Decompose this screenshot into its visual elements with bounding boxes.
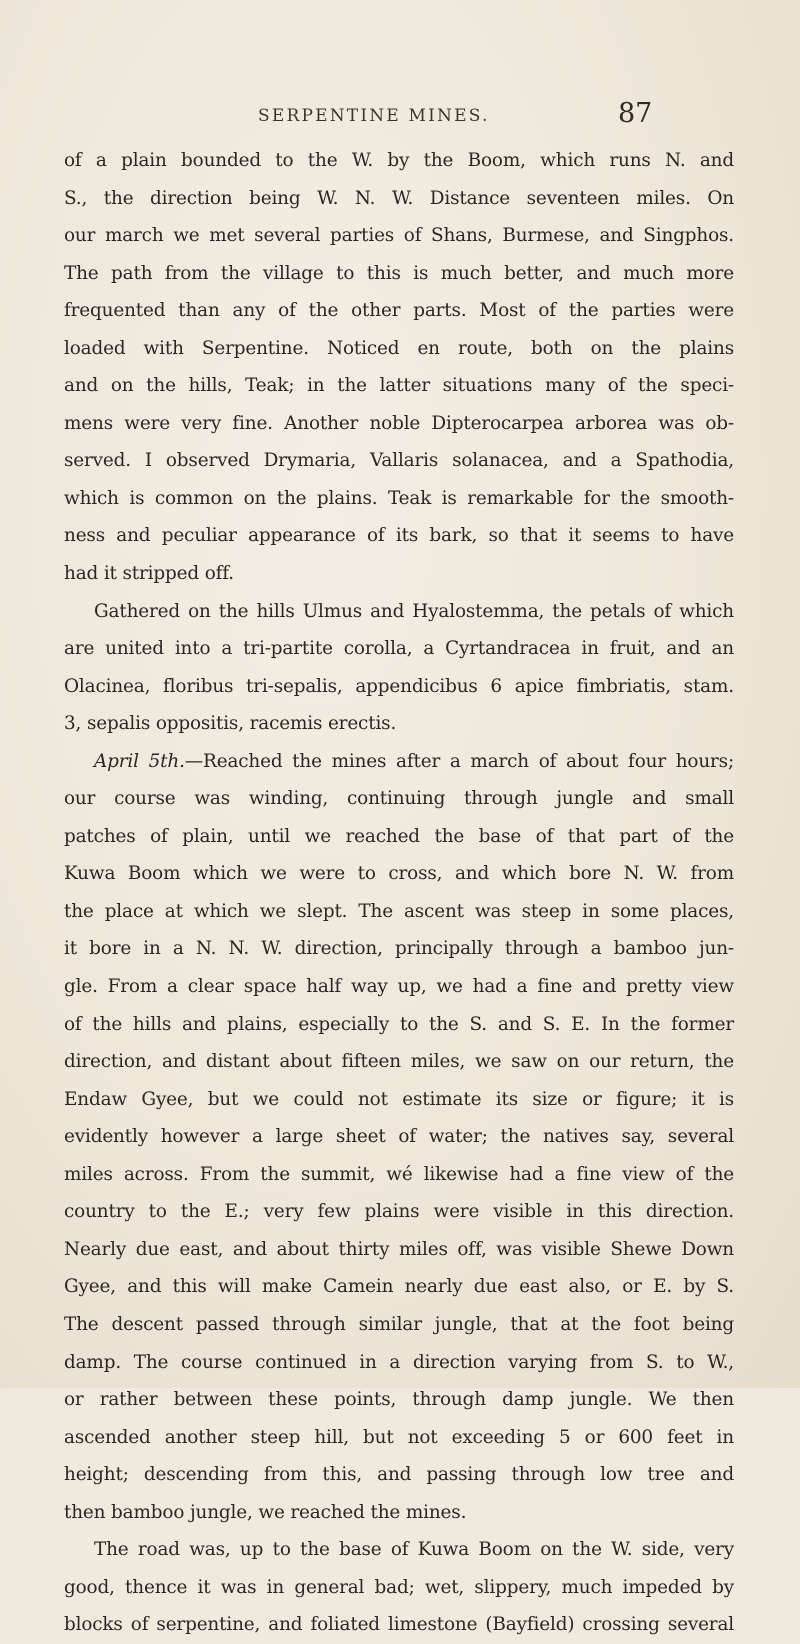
text-line: evidently however a large sheet of water; the natives say, several	[64, 1126, 734, 1148]
entry-date: April 5th.	[94, 750, 185, 772]
text-line: Gyee, and this will make Camein nearly due east also, or E. by S.	[64, 1276, 734, 1298]
text-line: it bore in a N. N. W. direction, principally through a bamboo jun-	[64, 938, 734, 960]
paragraph-start-line: Gathered on the hills Ulmus and Hyalostemma, the petals of which	[94, 600, 734, 622]
text-line: country to the E.; very few plains were visible in this direction.	[64, 1201, 734, 1223]
paragraph-end-line: 3, sepalis oppositis, racemis erectis.	[64, 713, 397, 735]
text-line: and on the hills, Teak; in the latter situations many of the speci-	[64, 375, 734, 397]
text-line: Olacinea, floribus tri-sepalis, appendicibus 6 apice fimbriatis, stam.	[64, 675, 734, 697]
page-number: 87	[618, 98, 653, 129]
body-text	[64, 142, 734, 1644]
text-line: Nearly due east, and about thirty miles off, was visible Shewe Down	[64, 1238, 734, 1260]
text-line: loaded with Serpentine. Noticed en route, both on the plains	[64, 337, 734, 359]
text-line: are united into a tri-partite corolla, a Cyrtandracea in fruit, and an	[64, 638, 734, 660]
text-line: Kuwa Boom which we were to cross, and which bore N. W. from	[64, 863, 734, 885]
text-line: of the hills and plains, especially to the S. and S. E. In the former	[64, 1013, 734, 1035]
text-line: good, thence it was in general bad; wet, slippery, much impeded by	[64, 1576, 734, 1598]
text-line: which is common on the plains. Teak is remarkable for the smooth-	[64, 487, 734, 509]
text-line: ascended another steep hill, but not exceeding 5 or 600 feet in	[64, 1426, 734, 1448]
text-line: direction, and distant about fifteen miles, we saw on our return, the	[64, 1051, 734, 1073]
text-line: frequented than any of the other parts. Most of the parties were	[64, 300, 734, 322]
text-line: The descent passed through similar jungle, that at the foot being	[64, 1313, 734, 1335]
running-title: SERPENTINE MINES.	[258, 106, 490, 126]
text-line: our course was winding, continuing through jungle and small	[64, 788, 734, 810]
text-line: patches of plain, until we reached the base of that part of the	[64, 825, 734, 847]
paragraph-start-line: The road was, up to the base of Kuwa Boom on the W. side, very	[94, 1539, 734, 1561]
text-line: The path from the village to this is much better, and much more	[64, 262, 734, 284]
text-line: of a plain bounded to the W. by the Boom, which runs N. and	[64, 150, 734, 171]
text-line: our march we met several parties of Shans, Burmese, and Singphos.	[64, 225, 734, 247]
dated-entry-line	[64, 743, 734, 781]
text-line: damp. The course continued in a direction varying from S. to W.,	[64, 1351, 734, 1373]
paragraph-end-line: had it stripped off.	[64, 563, 234, 585]
text-line: miles across. From the summit, wé likewise had a fine view of the	[64, 1163, 734, 1185]
text-line: ness and peculiar appearance of its bark, so that it seems to have	[64, 525, 734, 547]
text-line: gle. From a clear space half way up, we had a fine and pretty view	[64, 976, 734, 998]
running-head	[0, 98, 800, 134]
text-line: height; descending from this, and passing through low tree and	[64, 1464, 734, 1486]
text-line: or rather between these points, through damp jungle. We then	[64, 1389, 734, 1411]
entry-text: —Reached the mines after a march of about four hours;	[184, 750, 734, 772]
paragraph-end-line: then bamboo jungle, we reached the mines.	[64, 1501, 467, 1523]
text-line: S., the direction being W. N. W. Distance seventeen miles. On	[64, 187, 734, 209]
text-line: Endaw Gyee, but we could not estimate its size or figure; it is	[64, 1088, 734, 1110]
text-line: the place at which we slept. The ascent was steep in some places,	[64, 900, 734, 922]
text-line: served. I observed Drymaria, Vallaris solanacea, and a Spathodia,	[64, 450, 734, 472]
text-line: mens were very fine. Another noble Dipterocarpea arborea was ob-	[64, 412, 734, 434]
text-line: blocks of serpentine, and foliated limestone (Bayfield) crossing several	[64, 1614, 734, 1636]
